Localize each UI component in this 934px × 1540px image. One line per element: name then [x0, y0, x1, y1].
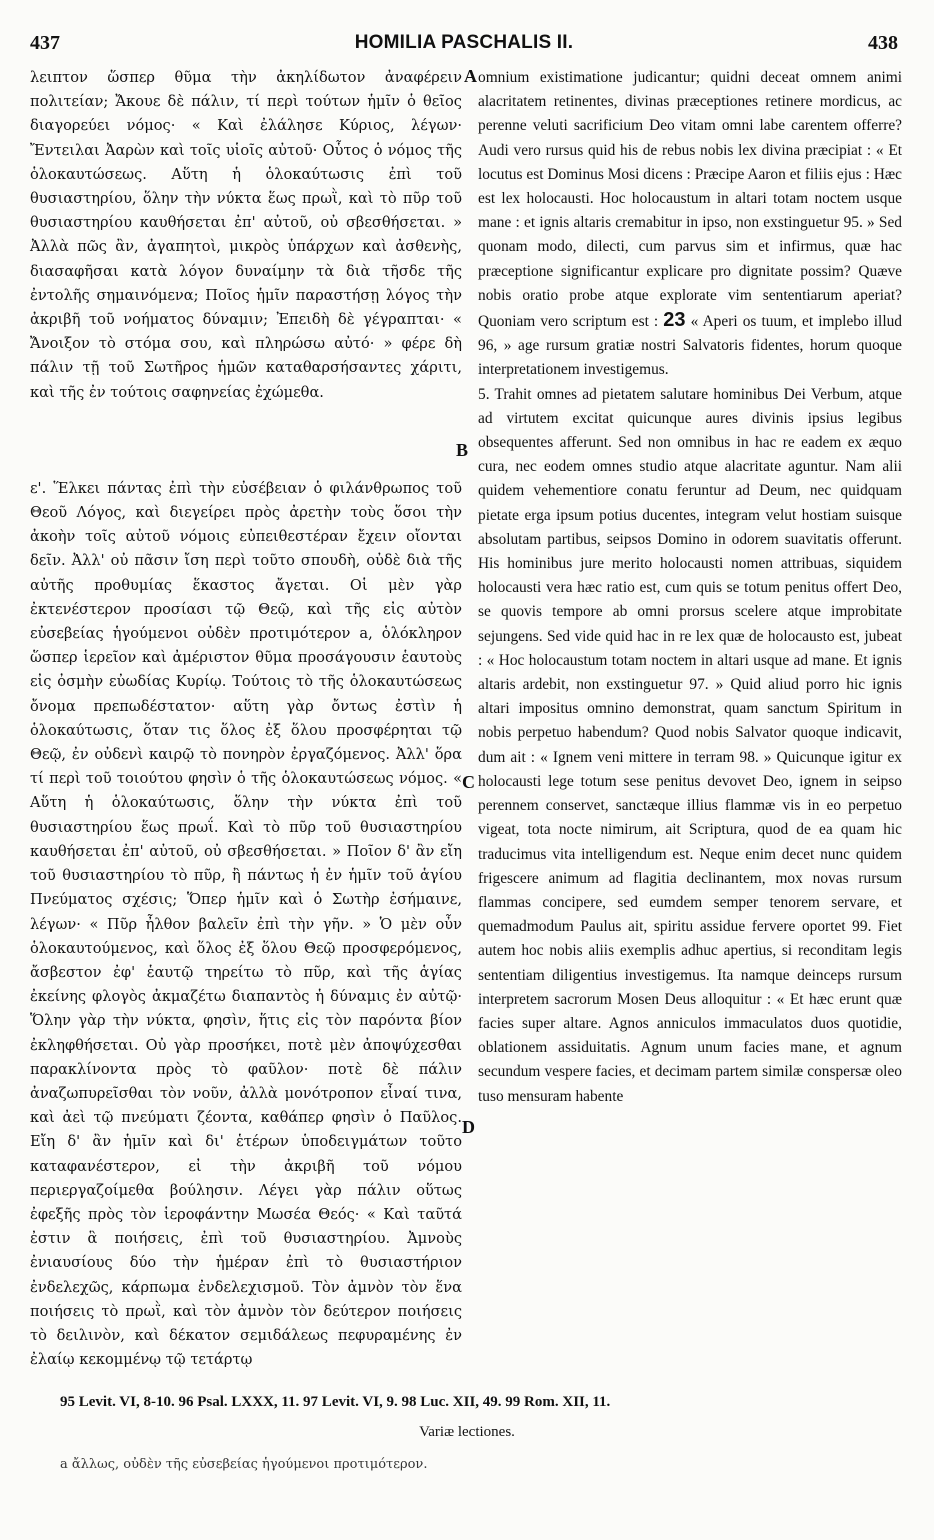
margin-letter-b: B [456, 440, 469, 460]
latin-column [478, 66, 902, 1109]
latin-paragraph-1 [478, 66, 902, 383]
latin-paragraph-2: 5. Trahit omnes ad pietatem salutare hominibus Dei Verbum, atque ad virtutem excitat quicunque aures divinis ipsius legibus obsequentes afferunt. Sed non omnibus in hac re eadem ex æquo cura, nec eodem omnes studio atque alacritate aguntur. Nam alii quidem vehementiore conatu feruntur ad Deum, nec quidquam pietate erga ipsum potius ducentes, integram velut hostiam suisque absolutam partibus, seipsos Domino in odorem suavitatis offerunt. His hominibus jure merito holocausti nomen attribuas, siquidem holocausti vera hæc ratio est, cum quis se totum penitus offert Deo, se quovis tempore ab omni prorsus scelere atque improbitate sejungens. Sed vide quid hac in re lex quæ de holocausto est, jubeat : « Hoc holocaustum totam noctem in altari usque ad mane. Et ignis altaris ardebit, non exstinguetur 97. » Quid aliud porro hic ignis altari impositus omnino demonstrat, quam sanctum Spiritum in nobis perpetuo habendum? Quod nobis Salvator quoque indicavit, dum ait : « Ignem veni mittere in terram 98. » Quicunque igitur ex holocausti lege totum sese penitus devovet Deo, ignem in seipso perennem conservet, sanctæque illius flammæ vis in eo perpetuo vigeat, tota nocte nimirum, ait Scriptura, quod de ea quam hic traducimus vita intelligendum est. Neque enim decet nunc quidem frigescere animum ad flagitia declinantem, mox novas rursum flammas concipere, sed eumdem semper tenorem servare, et quemadmodum Paulus ait, spiritu assidue fervere oportet 99. Fiet autem hoc nobis aliis exemplis adhuc apertius, si reconditam legis sententiam diligentius investigemus. Ita namque deinceps rursum interpretem sacrorum Mosen Deus alloquitur : « Et hæc erunt quæ facies super altare. Agnos anniculos immaculatos duos quotidie, oblationem assiduitatis. Agnum unum facies mane, et agnum secundum vespere facies, et decimam partem similæ conspersæ oleo tuso mensuram habente [478, 385, 902, 1105]
variae-lectiones-heading: Variæ lectiones. [419, 1424, 515, 1440]
latin-paragraph-1-end: « Aperi os tuum, et implebo illud 96, » age rursum gratiæ nostri Salvatoris fidentes, horum quoque interpretationem investigemus. [478, 313, 902, 379]
margin-letter-d: D [462, 1117, 475, 1137]
footnotes: 95 Levit. VI, 8-10. 96 Psal. LXXX, 11. 97 Levit. VI, 9. 98 Luc. XII, 49. 99 Rom. XII, 11. [60, 1394, 611, 1410]
latin-paragraph-1-text: omnium existimatione judicantur; quidni deceat omnem animi alacritatem retinentes, divinas præceptiones retinere mordicus, ac perenne veluti sacrificium Deo vitam omni labe carentem offerre? Audi vero rursus quid his de rebus nobis lex divina præcipiat : « Et locutus est Dominus Mosi dicens : Præcipe Aaron et filiis ejus : Hæc est lex holocausti. Hoc holocaustum in altari totam noctem usque mane : et ignis altaris cremabitur in ipso, non exstinguetur 95. » Sed quonam modo, dilecti, cum parvus sim et infirmus, quæ hac præceptione significantur explicare pro dignitate possim? Quæve nobis oratio probe atque explorate vim sententiarum aperiat? Quoniam vero scriptum est : [478, 69, 902, 331]
page-header [26, 32, 902, 58]
variant-note: a ἄλλως, οὐδὲν τῆς εὐσεβείας ἡγούμενοι προτιμότερον. [60, 1457, 428, 1472]
page-number-right: 438 [868, 32, 898, 54]
column-number: 23 [663, 309, 686, 332]
greek-paragraph-1: λειπτον ὥσπερ θῦμα τὴν ἀκηλίδωτον ἀναφέρειν πολιτείαν; Ἄκουε δὲ πάλιν, τί περὶ τούτων ἡμῖν ὁ θεῖος διαγορεύει νόμος· « Καὶ ἐλάλησε Κύριος, λέγων· Ἔντειλαι Ἀαρὼν καὶ τοῖς υἱοῖς αὐτοῦ· Οὗτος ὁ νόμος τῆς ὁλοκαυτώσεως. Αὕτη ἡ ὁλοκαύτωσις ἐπὶ τοῦ θυσιαστηρίου, ὅλην τὴν νύκτα ἕως πρωῒ, καὶ τὸ πῦρ τοῦ θυσιαστηρίου καυθήσεται ἐπ' αὐτοῦ, οὐ σβεσθήσεται. » Ἀλλὰ πῶς ἂν, ἀγαπητοὶ, μικρὸς ὑπάρχων καὶ ἀσθενὴς, διασαφῆσαι κατὰ λόγον δυναίμην τὰ διὰ τῆσδε τῆς ἐντολῆς σημαινόμενα; Ποῖος ἡμῖν παραστήσῃ λόγος τὴν ἀκριβῆ τοῦ νοήματος δύναμιν; Ἐπειδὴ δὲ γέγραπται· « Ἄνοιξον τὸ στόμα σου, καὶ πληρώσω αὐτό· » φέρε δὴ πάλιν τῇ τοῦ Σωτῆρος ἡμῶν καταθαρσήσαντες χάριτι, καὶ τῆς ἐν τούτοις σαφηνείας ἐχώμεθα. [30, 69, 462, 401]
page-number-left: 437 [30, 32, 60, 54]
margin-letter-a: A [464, 66, 477, 86]
paragraph-gap [30, 405, 462, 477]
greek-column [30, 66, 462, 1372]
greek-paragraph-2: ε'. Ἕλκει πάντας ἐπὶ τὴν εὐσέβειαν ὁ φιλάνθρωπος τοῦ Θεοῦ Λόγος, καὶ διεγείρει πρὸς ἀρετὴν τοὺς ὅσοι τὴν ἀκοὴν τοῖς αὐτοῦ νόμοις εὐπειθεστέραν ἔχειν οἴονται δεῖν. Ἀλλ' οὐ πᾶσιν ἴση περὶ τοῦτο σπουδὴ, οὐδὲ διὰ τῆς αὐτῆς προθυμίας ἕκαστος ἄγεται. Οἱ μὲν γὰρ ἐκτενέστερον προσίασι τῷ Θεῷ, καὶ τῆς εἰς αὐτὸν εὐσεβείας ἡγούμενοι οὐδὲν προτιμότερον a, ὁλόκληρον ὥσπερ ἱερεῖον καὶ ἀμέριστον θῦμα προσάγουσιν ἑαυτοὺς εἰς ὀσμὴν εὐωδίας Κυρίῳ. Τούτοις τὸ τῆς ὁλοκαυτώσεως ὄνομα πρεπωδέστατον· αὕτη γὰρ ὄντως ἐστὶν ἡ ὁλοκαύτωσις, ὅταν τις ὅλος ἐξ ὅλου προσφέρηται τῷ Θεῷ, ἐν οὐδενὶ καιρῷ τὸ πονηρὸν ἐργαζόμενος. Ἀλλ' ὅρα τί περὶ τοῦ τοιούτου φησὶν ὁ τῆς ὁλοκαυτώσεως νόμος. « Αὕτη ἡ ὁλοκαύτωσις, ὅλην τὴν νύκτα ἐπὶ τοῦ θυσιαστηρίου ἕως πρωΐ. Καὶ τὸ πῦρ τοῦ θυσιαστηρίου καυθήσεται ἐπ' αὐτοῦ, οὐ σβεσθήσεται. » Ποῖον δ' ἂν εἴη τοῦ θυσιαστηρίου τὸ πῦρ, ἢ πάντως ἡ ἐν ἡμῖν τοῦ ἁγίου Πνεύματος σχέσις; Ὅπερ ἡμῖν καὶ ὁ Σωτὴρ ἐσήμαινε, λέγων· « Πῦρ ἦλθον βαλεῖν ἐπὶ τὴν γῆν. » Ὁ μὲν οὖν ὁλοκαυτούμενος, καὶ ὅλος ἐξ ὅλου Θεῷ προσφερόμενος, ἄσβεστον ἐφ' ἑαυτῷ τηρείτω τὸ πῦρ, καὶ τῆς ἁγίας ἐκείνης φλογὸς ἀκμαζέτω διαπαντὸς ἡ δύναμις ἐν αὐτῷ· Ὅλην γὰρ τὴν νύκτα, φησὶν, ἥτις εἰς τὸν παρόντα βίον ἐκληφθήσεται. Οὐ γὰρ προσήκει, ποτὲ μὲν ἀποψύχεσθαι παρακλίνοντα πρὸς τὸ φαῦλον· ποτὲ δὲ πάλιν ἀναζωπυρεῖσθαι τὸν νοῦν, ἀλλὰ μονότροπον εἶναί τινα, καὶ ἀεὶ τῷ πνεύματι ζέοντα, καθάπερ φησὶν ὁ Παῦλος. Εἴη δ' ἂν ἡμῖν καὶ δι' ἑτέρων ὑποδειγμάτων τοῦτο καταφανέστερον, εἰ τὴν ἀκριβῆ τοῦ νόμου περιεργαζοίμεθα βούλησιν. Λέγει γὰρ πάλιν οὕτως ἐφεξῆς πρὸς τὸν ἱεροφάντην Μωσέα Θεός· « Καὶ ταῦτά ἐστιν ἃ ποιήσεις, ἐπὶ τοῦ θυσιαστηρίου. Ἀμνοὺς ἐνιαυσίους δύο τὴν ἡμέραν ἐπὶ τὸ θυσιαστήριον ἐνδελεχῶς, κάρπωμα ἐνδελεχισμοῦ. Τὸν ἀμνὸν τὸν ἕνα ποιήσεις τὸ πρωῒ, καὶ τὸν ἀμνὸν τὸν δεύτερον ποιήσεις τὸ δειλινὸν, καὶ δέκατον σεμιδάλεως πεφυραμένης ἐν ἐλαίῳ κεκομμένῳ τῷ τετάρτῳ [30, 479, 462, 1369]
margin-letter-c: C [462, 772, 475, 792]
running-title: HOMILIA PASCHALIS II. [354, 32, 574, 53]
